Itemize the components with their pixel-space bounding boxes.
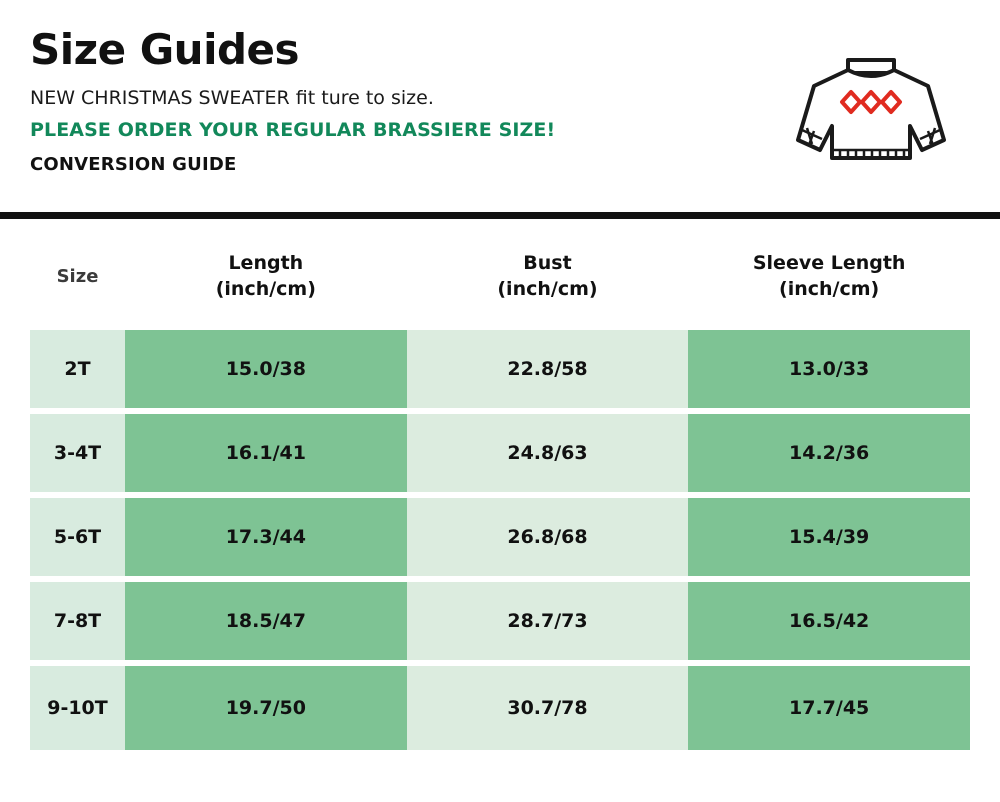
column-header-sleeve <box>688 232 970 330</box>
cell-sleeve: 17.7/45 <box>688 666 970 750</box>
column-header-sleeve-unit: (inch/cm) <box>779 278 880 300</box>
table-body <box>30 330 970 750</box>
cell-length: 16.1/41 <box>125 414 407 498</box>
table-row <box>30 498 970 582</box>
cell-sleeve: 14.2/36 <box>688 414 970 498</box>
christmas-sweater-icon <box>776 46 966 176</box>
cell-size: 2T <box>30 330 125 414</box>
size-chart <box>30 232 970 750</box>
column-header-length <box>125 232 407 330</box>
cell-bust: 26.8/68 <box>407 498 689 582</box>
table-row <box>30 414 970 498</box>
cell-length: 19.7/50 <box>125 666 407 750</box>
cell-sleeve: 13.0/33 <box>688 330 970 414</box>
order-notice: PLEASE ORDER YOUR REGULAR BRASSIERE SIZE! <box>30 118 556 141</box>
table-row <box>30 582 970 666</box>
cell-length: 18.5/47 <box>125 582 407 666</box>
cell-bust: 30.7/78 <box>407 666 689 750</box>
column-header-bust <box>407 232 689 330</box>
table-header-row <box>30 232 970 330</box>
header-divider <box>0 212 1000 219</box>
column-header-sleeve-label: Sleeve Length <box>752 252 906 275</box>
cell-length: 17.3/44 <box>125 498 407 582</box>
column-header-size-label: Size <box>56 265 99 287</box>
column-header-length-unit: (inch/cm) <box>215 278 316 300</box>
cell-length: 15.0/38 <box>125 330 407 414</box>
cell-bust: 22.8/58 <box>407 330 689 414</box>
column-header-bust-unit: (inch/cm) <box>497 278 598 300</box>
cell-size: 7-8T <box>30 582 125 666</box>
size-table <box>30 232 970 750</box>
table-row <box>30 666 970 750</box>
cell-size: 3-4T <box>30 414 125 498</box>
page-title: Size Guides <box>30 25 300 74</box>
cell-size: 9-10T <box>30 666 125 750</box>
cell-bust: 24.8/63 <box>407 414 689 498</box>
column-header-length-label: Length <box>228 252 304 275</box>
cell-bust: 28.7/73 <box>407 582 689 666</box>
column-header-bust-label: Bust <box>523 252 572 275</box>
cell-sleeve: 15.4/39 <box>688 498 970 582</box>
cell-sleeve: 16.5/42 <box>688 582 970 666</box>
column-header-size <box>30 232 125 330</box>
table-head <box>30 232 970 330</box>
cell-size: 5-6T <box>30 498 125 582</box>
conversion-guide-label: CONVERSION GUIDE <box>30 154 237 176</box>
table-row <box>30 330 970 414</box>
fit-subtitle: NEW CHRISTMAS SWEATER fit ture to size. <box>30 87 434 110</box>
